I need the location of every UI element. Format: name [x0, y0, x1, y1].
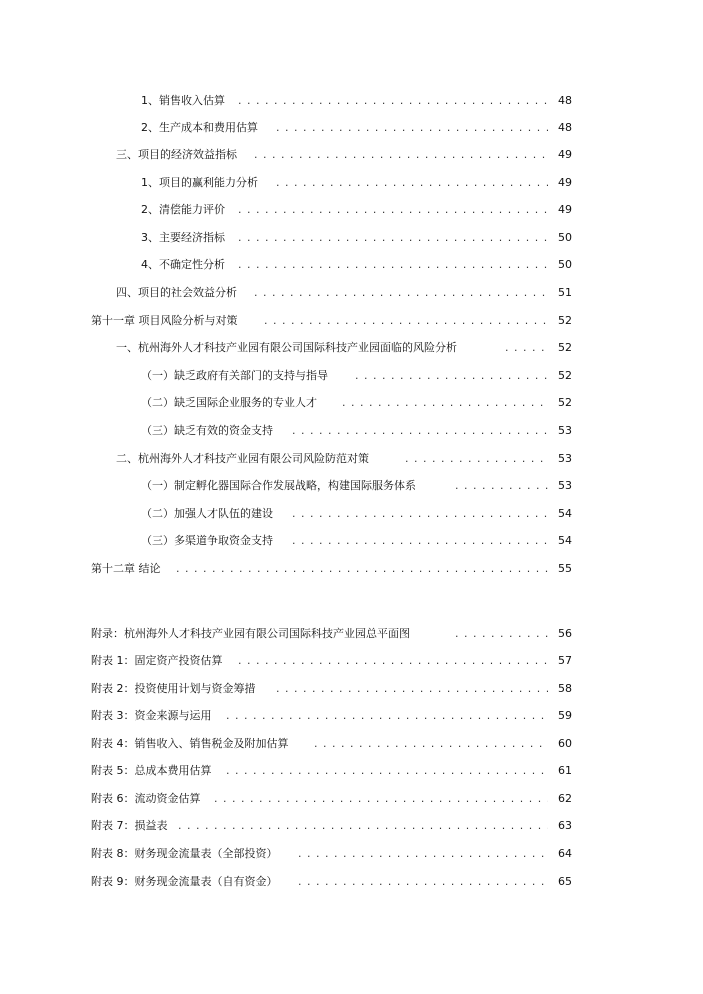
toc-entry-page: 50 — [548, 228, 572, 248]
toc-entry-label: 附表 3：资金来源与运用 — [91, 706, 218, 726]
toc-entry-page: 57 — [548, 651, 572, 671]
toc-entry[interactable] — [0, 651, 703, 671]
toc-entry[interactable] — [0, 91, 703, 111]
toc-entry-page: 54 — [548, 531, 572, 551]
toc-leader-dots — [355, 366, 555, 386]
toc-entry-label: 附表 1：固定资产投资估算 — [91, 651, 229, 671]
toc-entry[interactable] — [0, 761, 703, 781]
toc-entry-page: 50 — [548, 255, 572, 275]
toc-leader-dots — [176, 559, 555, 579]
toc-entry-label: 三、项目的经济效益指标 — [116, 145, 243, 165]
toc-entry-label: 4、不确定性分析 — [141, 255, 231, 275]
toc-leader-dots — [455, 624, 555, 644]
toc-leader-dots — [455, 476, 555, 496]
toc-leader-dots — [254, 145, 555, 165]
toc-entry[interactable] — [0, 789, 703, 809]
toc-entry-label: （一）制定孵化器国际合作发展战略，构建国际服务体系 — [141, 476, 422, 496]
toc-leader-dots — [342, 393, 555, 413]
toc-entry[interactable] — [0, 338, 703, 358]
toc-entry[interactable] — [0, 872, 703, 892]
toc-entry-label: 附表 8：财务现金流量表（全部投资） — [91, 844, 284, 864]
toc-entry[interactable] — [0, 449, 703, 469]
toc-entry-label: （二）加强人才队伍的建设 — [141, 504, 279, 524]
toc-entry-label: 1、销售收入估算 — [141, 91, 231, 111]
toc-entry-page: 51 — [548, 283, 572, 303]
toc-entry[interactable] — [0, 255, 703, 275]
toc-leader-dots — [276, 679, 555, 699]
toc-leader-dots — [238, 200, 555, 220]
toc-entry-page: 60 — [548, 734, 572, 754]
toc-entry-page: 52 — [548, 366, 572, 386]
toc-entry-label: 附表 9：财务现金流量表（自有资金） — [91, 872, 284, 892]
toc-entry-page: 53 — [548, 421, 572, 441]
toc-leader-dots — [238, 228, 555, 248]
toc-entry[interactable] — [0, 816, 703, 836]
toc-leader-dots — [298, 844, 555, 864]
toc-entry[interactable] — [0, 200, 703, 220]
toc-entry[interactable] — [0, 118, 703, 138]
toc-entry-page: 58 — [548, 679, 572, 699]
toc-entry[interactable] — [0, 531, 703, 551]
toc-entry[interactable] — [0, 366, 703, 386]
toc-entry-page: 49 — [548, 145, 572, 165]
toc-entry-page: 56 — [548, 624, 572, 644]
toc-entry-page: 59 — [548, 706, 572, 726]
toc-entry-label: 一、杭州海外人才科技产业园有限公司国际科技产业园面临的风险分析 — [116, 338, 463, 358]
toc-leader-dots — [314, 734, 555, 754]
toc-entry-page: 48 — [548, 91, 572, 111]
toc-entry-page: 49 — [548, 173, 572, 193]
toc-entry-page: 64 — [548, 844, 572, 864]
toc-entry[interactable] — [0, 624, 703, 644]
toc-entry-page: 53 — [548, 449, 572, 469]
toc-entry-label: 附录：杭州海外人才科技产业园有限公司国际科技产业园总平面图 — [91, 624, 416, 644]
toc-leader-dots — [238, 651, 555, 671]
toc-entry-page: 48 — [548, 118, 572, 138]
toc-entry[interactable] — [0, 145, 703, 165]
toc-entry-label: 1、项目的赢利能力分析 — [141, 173, 264, 193]
toc-entry-page: 55 — [548, 559, 572, 579]
toc-leader-dots — [214, 789, 555, 809]
toc-entry-label: 第十一章 项目风险分析与对策 — [91, 311, 244, 331]
toc-entry-page: 52 — [548, 311, 572, 331]
toc-entry[interactable] — [0, 734, 703, 754]
toc-entry-label: 四、项目的社会效益分析 — [116, 283, 243, 303]
toc-entry[interactable] — [0, 844, 703, 864]
toc-entry[interactable] — [0, 311, 703, 331]
toc-leader-dots — [292, 504, 555, 524]
toc-entry-label: （三）缺乏有效的资金支持 — [141, 421, 279, 441]
toc-entry[interactable] — [0, 504, 703, 524]
toc-entry[interactable] — [0, 228, 703, 248]
toc-entry-page: 52 — [548, 338, 572, 358]
toc-entry-page: 61 — [548, 761, 572, 781]
toc-leader-dots — [292, 531, 555, 551]
toc-entry[interactable] — [0, 173, 703, 193]
toc-entry-page: 52 — [548, 393, 572, 413]
toc-leader-dots — [264, 311, 555, 331]
toc-entry-label: （一）缺乏政府有关部门的支持与指导 — [141, 366, 334, 386]
toc-entry-page: 65 — [548, 872, 572, 892]
toc-entry[interactable] — [0, 283, 703, 303]
toc-entry-label: 附表 4：销售收入、销售税金及附加估算 — [91, 734, 295, 754]
toc-entry-page: 49 — [548, 200, 572, 220]
toc-entry-page: 62 — [548, 789, 572, 809]
toc-leader-dots — [405, 449, 555, 469]
toc-entry-label: 2、清偿能力评价 — [141, 200, 231, 220]
toc-entry-label: 3、主要经济指标 — [141, 228, 231, 248]
toc-leader-dots — [226, 706, 555, 726]
toc-leader-dots — [226, 761, 555, 781]
toc-entry-page: 54 — [548, 504, 572, 524]
toc-entry-label: 2、生产成本和费用估算 — [141, 118, 264, 138]
toc-entry-label: 附表 7：损益表 — [91, 816, 174, 836]
toc-leader-dots — [178, 816, 555, 836]
toc-entry-label: 二、杭州海外人才科技产业园有限公司风险防范对策 — [116, 449, 375, 469]
toc-entry[interactable] — [0, 679, 703, 699]
toc-entry-label: 第十二章 结论 — [91, 559, 167, 579]
toc-leader-dots — [298, 872, 555, 892]
toc-leader-dots — [276, 118, 555, 138]
toc-entry-label: （三）多渠道争取资金支持 — [141, 531, 279, 551]
toc-entry[interactable] — [0, 559, 703, 579]
toc-entry-label: 附表 5：总成本费用估算 — [91, 761, 218, 781]
toc-entry-label: （二）缺乏国际企业服务的专业人才 — [141, 393, 323, 413]
toc-leader-dots — [292, 421, 555, 441]
toc-entry-page: 53 — [548, 476, 572, 496]
toc-leader-dots — [254, 283, 555, 303]
toc-entry[interactable] — [0, 393, 703, 413]
toc-entry-label: 附表 6：流动资金估算 — [91, 789, 207, 809]
toc-entry[interactable] — [0, 706, 703, 726]
toc-leader-dots — [238, 255, 555, 275]
toc-entry[interactable] — [0, 421, 703, 441]
toc-entry-page: 63 — [548, 816, 572, 836]
toc-entry[interactable] — [0, 476, 703, 496]
toc-leader-dots — [238, 91, 555, 111]
toc-leader-dots — [276, 173, 555, 193]
toc-entry-label: 附表 2：投资使用计划与资金筹措 — [91, 679, 262, 699]
